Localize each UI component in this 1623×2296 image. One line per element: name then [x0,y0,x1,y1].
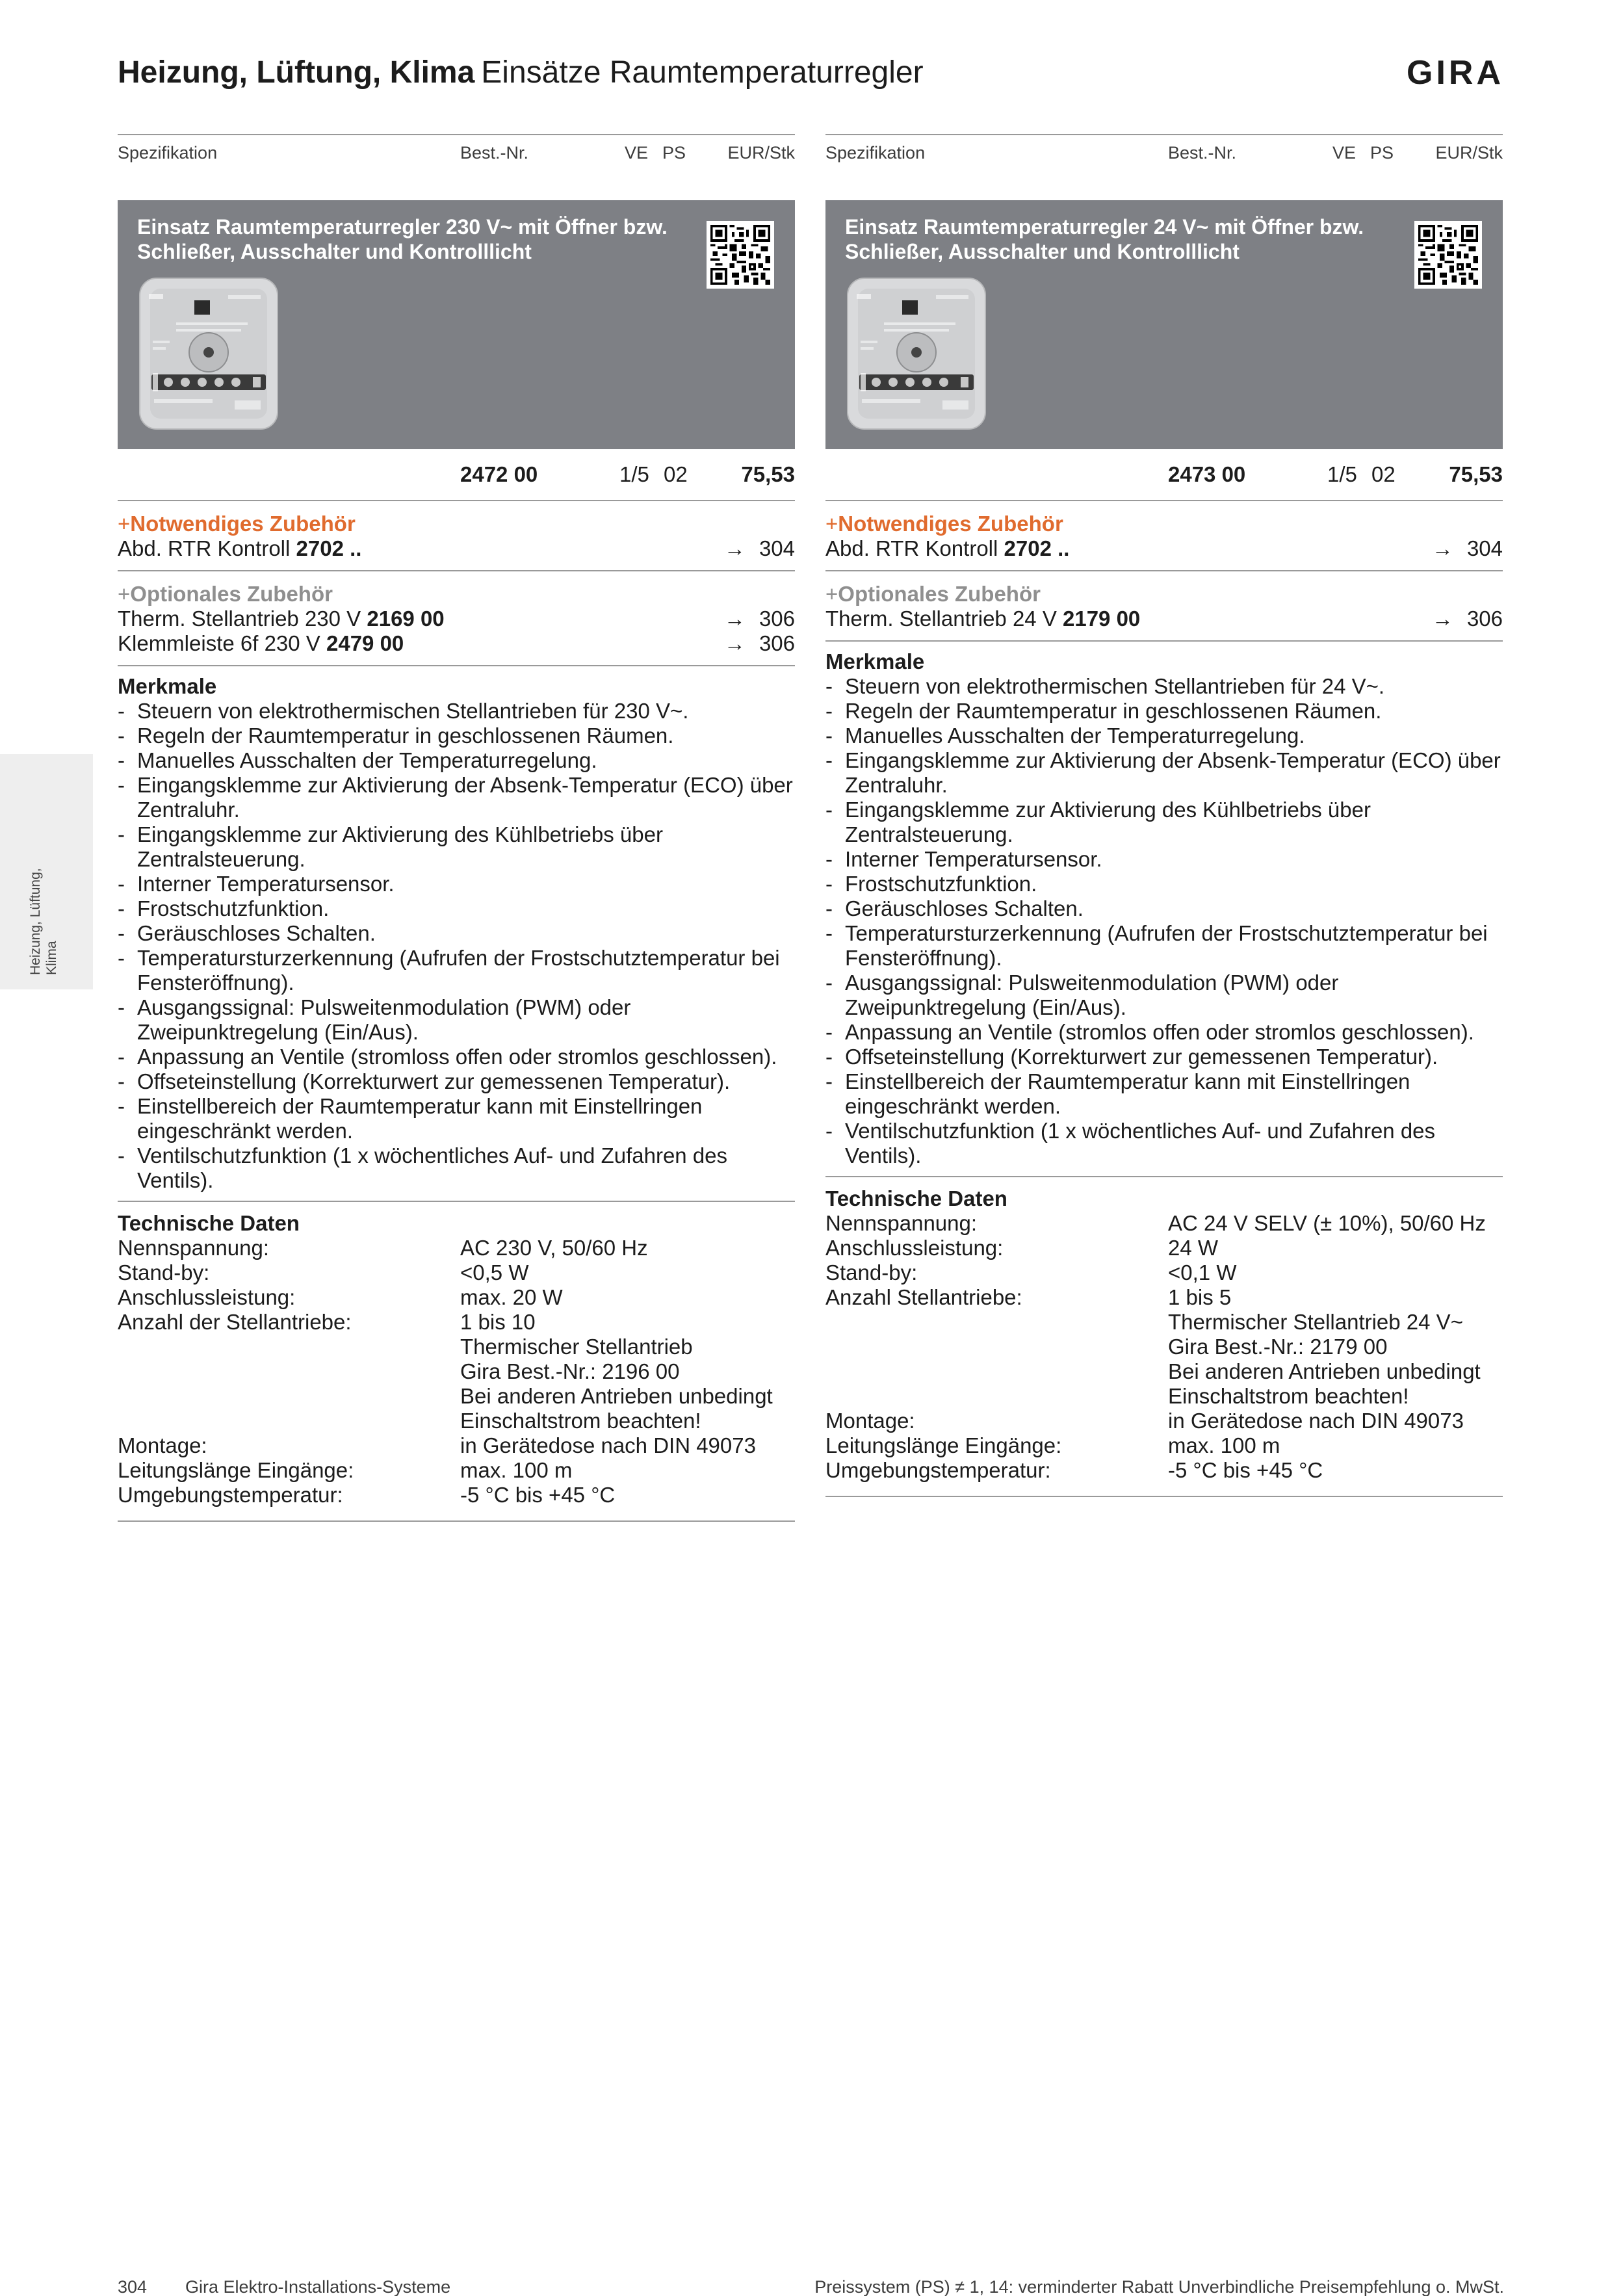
feature-item: - Manuelles Ausschalten der Temperaturregelung. [118,748,795,773]
accessory-name: Therm. Stellantrieb 230 V [118,607,367,631]
tech-data-value-line: -5 °C bis +45 °C [460,1483,616,1507]
feature-item: - Ausgangssignal: Pulsweitenmodulation (PWM) oder Zweipunktregelung (Ein/Aus). [118,995,795,1045]
accessory-name: Abd. RTR Kontroll [118,536,296,560]
unit-price: 75,53 [1449,462,1503,486]
header-spezifikation: Spezifikation [825,143,926,163]
arrow-right-icon: → [724,536,746,560]
header-ps: PS [662,143,686,163]
side-tab-label [27,868,60,975]
tech-data-label: Leitungslänge Eingänge: [825,1433,1062,1457]
tech-data-value-line: 24 W [1168,1236,1219,1260]
tech-data-label: Stand-by: [118,1260,210,1285]
feature-item: - Ventilschutzfunktion (1 x wöchentliches Auf- und Zufahren des Ventils). [118,1143,795,1193]
feature-item: - Steuern von elektrothermischen Stellantrieben für 230 V~. [118,699,795,724]
accessory-item [825,607,1503,631]
footer-company: Gira Elektro-Installations-Systeme [185,2277,451,2296]
accessory-name: Therm. Stellantrieb 24 V [825,607,1063,631]
price-row [825,449,1503,501]
accessory-name: Klemmleiste 6f 230 V [118,631,326,655]
tech-data-value-line: AC 230 V, 50/60 Hz [460,1236,648,1260]
device-insert-image [137,276,280,432]
optional-accessories [825,571,1503,642]
tech-data-row [825,1211,1503,1236]
tech-data-row [825,1458,1503,1483]
feature-item: - Frostschutzfunktion. [825,872,1503,896]
header-eur: EUR/Stk [727,143,795,163]
tech-data-heading: Technische Daten [118,1211,300,1235]
accessory-page-ref[interactable]: 304 [759,536,795,560]
feature-item: - Geräuschloses Schalten. [118,921,795,946]
device-insert-image [845,276,988,432]
tech-data-row [118,1236,795,1260]
tech-data-row [118,1433,795,1458]
qr-code-box[interactable] [707,221,774,289]
optional-accessories-heading [118,582,795,607]
plus-icon: + [825,512,838,536]
price-system: 02 [1371,462,1396,486]
required-accessories-title: Notwendiges Zubehör [130,512,356,536]
accessory-item [118,536,795,561]
feature-item: - Anpassung an Ventile (stromloss offen oder stromlos geschlossen). [118,1045,795,1069]
feature-item: - Eingangsklemme zur Aktivierung des Kühlbetriebs über Zentralsteuerung. [825,798,1503,847]
tech-data-value-line: -5 °C bis +45 °C [1168,1458,1323,1482]
feature-item: - Interner Temperatursensor. [118,872,795,896]
tech-data-row [825,1409,1503,1433]
tech-data-label: Montage: [118,1433,207,1457]
page-title-sub: Einsätze Raumtemperaturregler [481,55,924,90]
product-image [845,276,988,432]
arrow-right-icon: → [724,607,746,631]
feature-item: - Anpassung an Ventile (stromlos offen oder stromlos geschlossen). [825,1020,1503,1045]
tech-data-label: Umgebungstemperatur: [825,1458,1051,1482]
feature-item: - Einstellbereich der Raumtemperatur kann mit Einstellringen eingeschränkt werden. [118,1094,795,1143]
side-tab-line: Klima [44,941,59,975]
plus-icon: + [118,512,131,536]
tech-data-label: Umgebungstemperatur: [118,1483,343,1507]
tech-data-row [118,1458,795,1483]
tech-data-value [460,1285,795,1310]
tech-data-label: Anzahl Stellantriebe: [825,1285,1022,1309]
tech-data-row [825,1285,1503,1409]
optional-accessories-title: Optionales Zubehör [838,582,1041,606]
optional-accessories-heading [825,582,1503,607]
tech-data-value [1168,1458,1503,1483]
feature-item: - Regeln der Raumtemperatur in geschlossenen Räumen. [118,724,795,748]
tech-data-heading: Technische Daten [825,1186,1007,1210]
column-headers [118,134,795,165]
tech-data-label: Stand-by: [825,1260,918,1285]
accessory-code: 2479 00 [326,631,404,655]
feature-item: - Geräuschloses Schalten. [825,896,1503,921]
header-eur: EUR/Stk [1435,143,1503,163]
accessory-item [118,631,795,656]
feature-item: - Interner Temperatursensor. [825,847,1503,872]
required-accessories-title: Notwendiges Zubehör [838,512,1063,536]
tech-data-value-line: Einschaltstrom beachten! [1168,1384,1409,1408]
tech-data-value-line: max. 100 m [1168,1433,1280,1457]
tech-data-value-line: <0,1 W [1168,1260,1237,1285]
accessory-item [825,536,1503,561]
accessory-code: 2179 00 [1063,607,1141,631]
tech-data-value-line: 1 bis 10 [460,1310,536,1334]
order-number: 2473 00 [1168,462,1246,486]
tech-data-section [825,1177,1503,1497]
features-heading: Merkmale [825,649,925,673]
feature-item: - Steuern von elektrothermischen Stellantrieben für 24 V~. [825,674,1503,699]
tech-data-label: Anschlussleistung: [825,1236,1004,1260]
tech-data-row [825,1433,1503,1458]
tech-data-value [460,1483,795,1507]
tech-data-label: Nennspannung: [825,1211,978,1235]
tech-data-value-line: Bei anderen Antrieben unbedingt [1168,1359,1481,1383]
tech-data-label: Montage: [825,1409,915,1433]
column-headers [825,134,1503,165]
qr-code-box[interactable] [1414,221,1482,289]
feature-item: - Ausgangssignal: Pulsweitenmodulation (PWM) oder Zweipunktregelung (Ein/Aus). [825,971,1503,1020]
accessory-code: 2169 00 [367,607,445,631]
product-title: Einsatz Raumtemperaturregler 230 V~ mit Öffner bzw. Schließer, Ausschalter und Kontrolllicht [137,215,668,263]
tech-data-value-line: max. 20 W [460,1285,563,1309]
tech-data-value-line: Bei anderen Antrieben unbedingt [460,1384,773,1408]
tech-data-value [1168,1433,1503,1458]
accessory-code: 2702 .. [1004,536,1070,560]
qr-code [1418,225,1478,285]
tech-data-label: Nennspannung: [118,1236,270,1260]
side-tab-line: Heizung, Lüftung, [28,868,43,975]
tech-data-value-line: in Gerätedose nach DIN 49073 [1168,1409,1464,1433]
feature-item: - Temperatursturzerkennung (Aufrufen der Frostschutztemperatur bei Fensteröffnung). [118,946,795,995]
header-ve: VE [625,143,649,163]
feature-item: - Eingangsklemme zur Aktivierung der Absenk-Temperatur (ECO) über Zentraluhr. [118,773,795,822]
features-heading: Merkmale [118,674,217,698]
accessory-page-ref[interactable]: 304 [1466,536,1503,560]
accessory-page-ref[interactable]: 306 [1466,607,1503,631]
required-accessories-heading [825,512,1503,536]
packing-unit: 1/5 [619,462,649,486]
tech-data-value [460,1458,795,1483]
required-accessories [825,501,1503,571]
price-row [118,449,795,501]
accessory-code: 2702 .. [296,536,362,560]
accessory-name: Abd. RTR Kontroll [825,536,1004,560]
product-title: Einsatz Raumtemperaturregler 24 V~ mit Öffner bzw. Schließer, Ausschalter und Kontrolllicht [845,215,1364,263]
tech-data-value [1168,1260,1503,1285]
arrow-right-icon: → [1432,536,1453,560]
feature-item: - Offseteinstellung (Korrekturwert zur gemessenen Temperatur). [825,1045,1503,1069]
feature-item: - Regeln der Raumtemperatur in geschlossenen Räumen. [825,699,1503,724]
feature-item: - Manuelles Ausschalten der Temperaturregelung. [825,724,1503,748]
accessory-page-ref[interactable]: 306 [759,607,795,631]
packing-unit: 1/5 [1327,462,1357,486]
accessory-item [118,607,795,631]
tech-data-value-line: AC 24 V SELV (± 10%), 50/60 Hz [1168,1211,1486,1235]
product-column [118,134,795,1522]
header-best-nr: Best.-Nr. [1168,143,1237,163]
tech-data-value-line: Einschaltstrom beachten! [460,1409,701,1433]
tech-data-value [460,1260,795,1285]
page-number: 304 [118,2277,148,2296]
feature-item: - Offseteinstellung (Korrekturwert zur gemessenen Temperatur). [118,1069,795,1094]
tech-data-row [118,1310,795,1433]
feature-item: - Eingangsklemme zur Aktivierung der Absenk-Temperatur (ECO) über Zentraluhr. [825,748,1503,798]
feature-item: - Frostschutzfunktion. [118,896,795,921]
header-best-nr: Best.-Nr. [460,143,529,163]
tech-data-value [460,1236,795,1260]
footer-note: Preissystem (PS) ≠ 1, 14: verminderter Rabatt Unverbindliche Preisempfehlung o. MwSt. [814,2277,1504,2296]
unit-price: 75,53 [741,462,795,486]
product-panel [825,200,1503,449]
tech-data-section [118,1202,795,1522]
tech-data-label: Anzahl der Stellantriebe: [118,1310,352,1334]
page-title [118,55,924,90]
tech-data-row [825,1260,1503,1285]
tech-data-value-line: Gira Best.-Nr.: 2196 00 [460,1359,680,1383]
brand-logo: GIRA [1407,54,1504,92]
feature-item: - Ventilschutzfunktion (1 x wöchentliches Auf- und Zufahren des Ventils). [825,1119,1503,1168]
page-header [118,49,1504,101]
plus-icon: + [118,582,131,606]
required-accessories-heading [118,512,795,536]
optional-accessories [118,571,795,666]
required-accessories [118,501,795,571]
header-spezifikation: Spezifikation [118,143,218,163]
arrow-right-icon: → [724,631,746,655]
order-number: 2472 00 [460,462,538,486]
features-list [825,674,1503,1168]
tech-data-row [118,1260,795,1285]
features-section [825,642,1503,1177]
product-column [825,134,1503,1497]
plus-icon: + [825,582,838,606]
tech-data-value-line: Gira Best.-Nr.: 2179 00 [1168,1335,1388,1359]
tech-data-value-line: in Gerätedose nach DIN 49073 [460,1433,756,1457]
product-panel [118,200,795,449]
tech-data-row [118,1285,795,1310]
tech-data-label: Anschlussleistung: [118,1285,296,1309]
tech-data-value [1168,1285,1503,1409]
tech-data-value-line: Thermischer Stellantrieb 24 V~ [1168,1310,1463,1334]
feature-item: - Einstellbereich der Raumtemperatur kann mit Einstellringen eingeschränkt werden. [825,1069,1503,1119]
header-ve: VE [1332,143,1357,163]
price-system: 02 [664,462,688,486]
tech-data-value-line: max. 100 m [460,1458,573,1482]
accessory-page-ref[interactable]: 306 [759,631,795,655]
features-section [118,666,795,1202]
header-ps: PS [1370,143,1394,163]
feature-item: - Temperatursturzerkennung (Aufrufen der Frostschutztemperatur bei Fensteröffnung). [825,921,1503,971]
tech-data-value [1168,1409,1503,1433]
tech-data-value-line: Thermischer Stellantrieb [460,1335,693,1359]
qr-code [710,225,770,285]
tech-data-value [1168,1236,1503,1260]
arrow-right-icon: → [1432,607,1453,631]
tech-data-value [460,1433,795,1458]
page-title-main: Heizung, Lüftung, Klima [118,55,475,90]
tech-data-value [460,1310,795,1433]
side-tab [0,754,93,989]
product-image [137,276,280,432]
tech-data-value [1168,1211,1503,1236]
tech-data-row [825,1236,1503,1260]
tech-data-row [118,1483,795,1507]
feature-item: - Eingangsklemme zur Aktivierung des Kühlbetriebs über Zentralsteuerung. [118,822,795,872]
features-list [118,699,795,1193]
tech-data-value-line: <0,5 W [460,1260,529,1285]
tech-data-label: Leitungslänge Eingänge: [118,1458,354,1482]
optional-accessories-title: Optionales Zubehör [130,582,333,606]
tech-data-value-line: 1 bis 5 [1168,1285,1232,1309]
